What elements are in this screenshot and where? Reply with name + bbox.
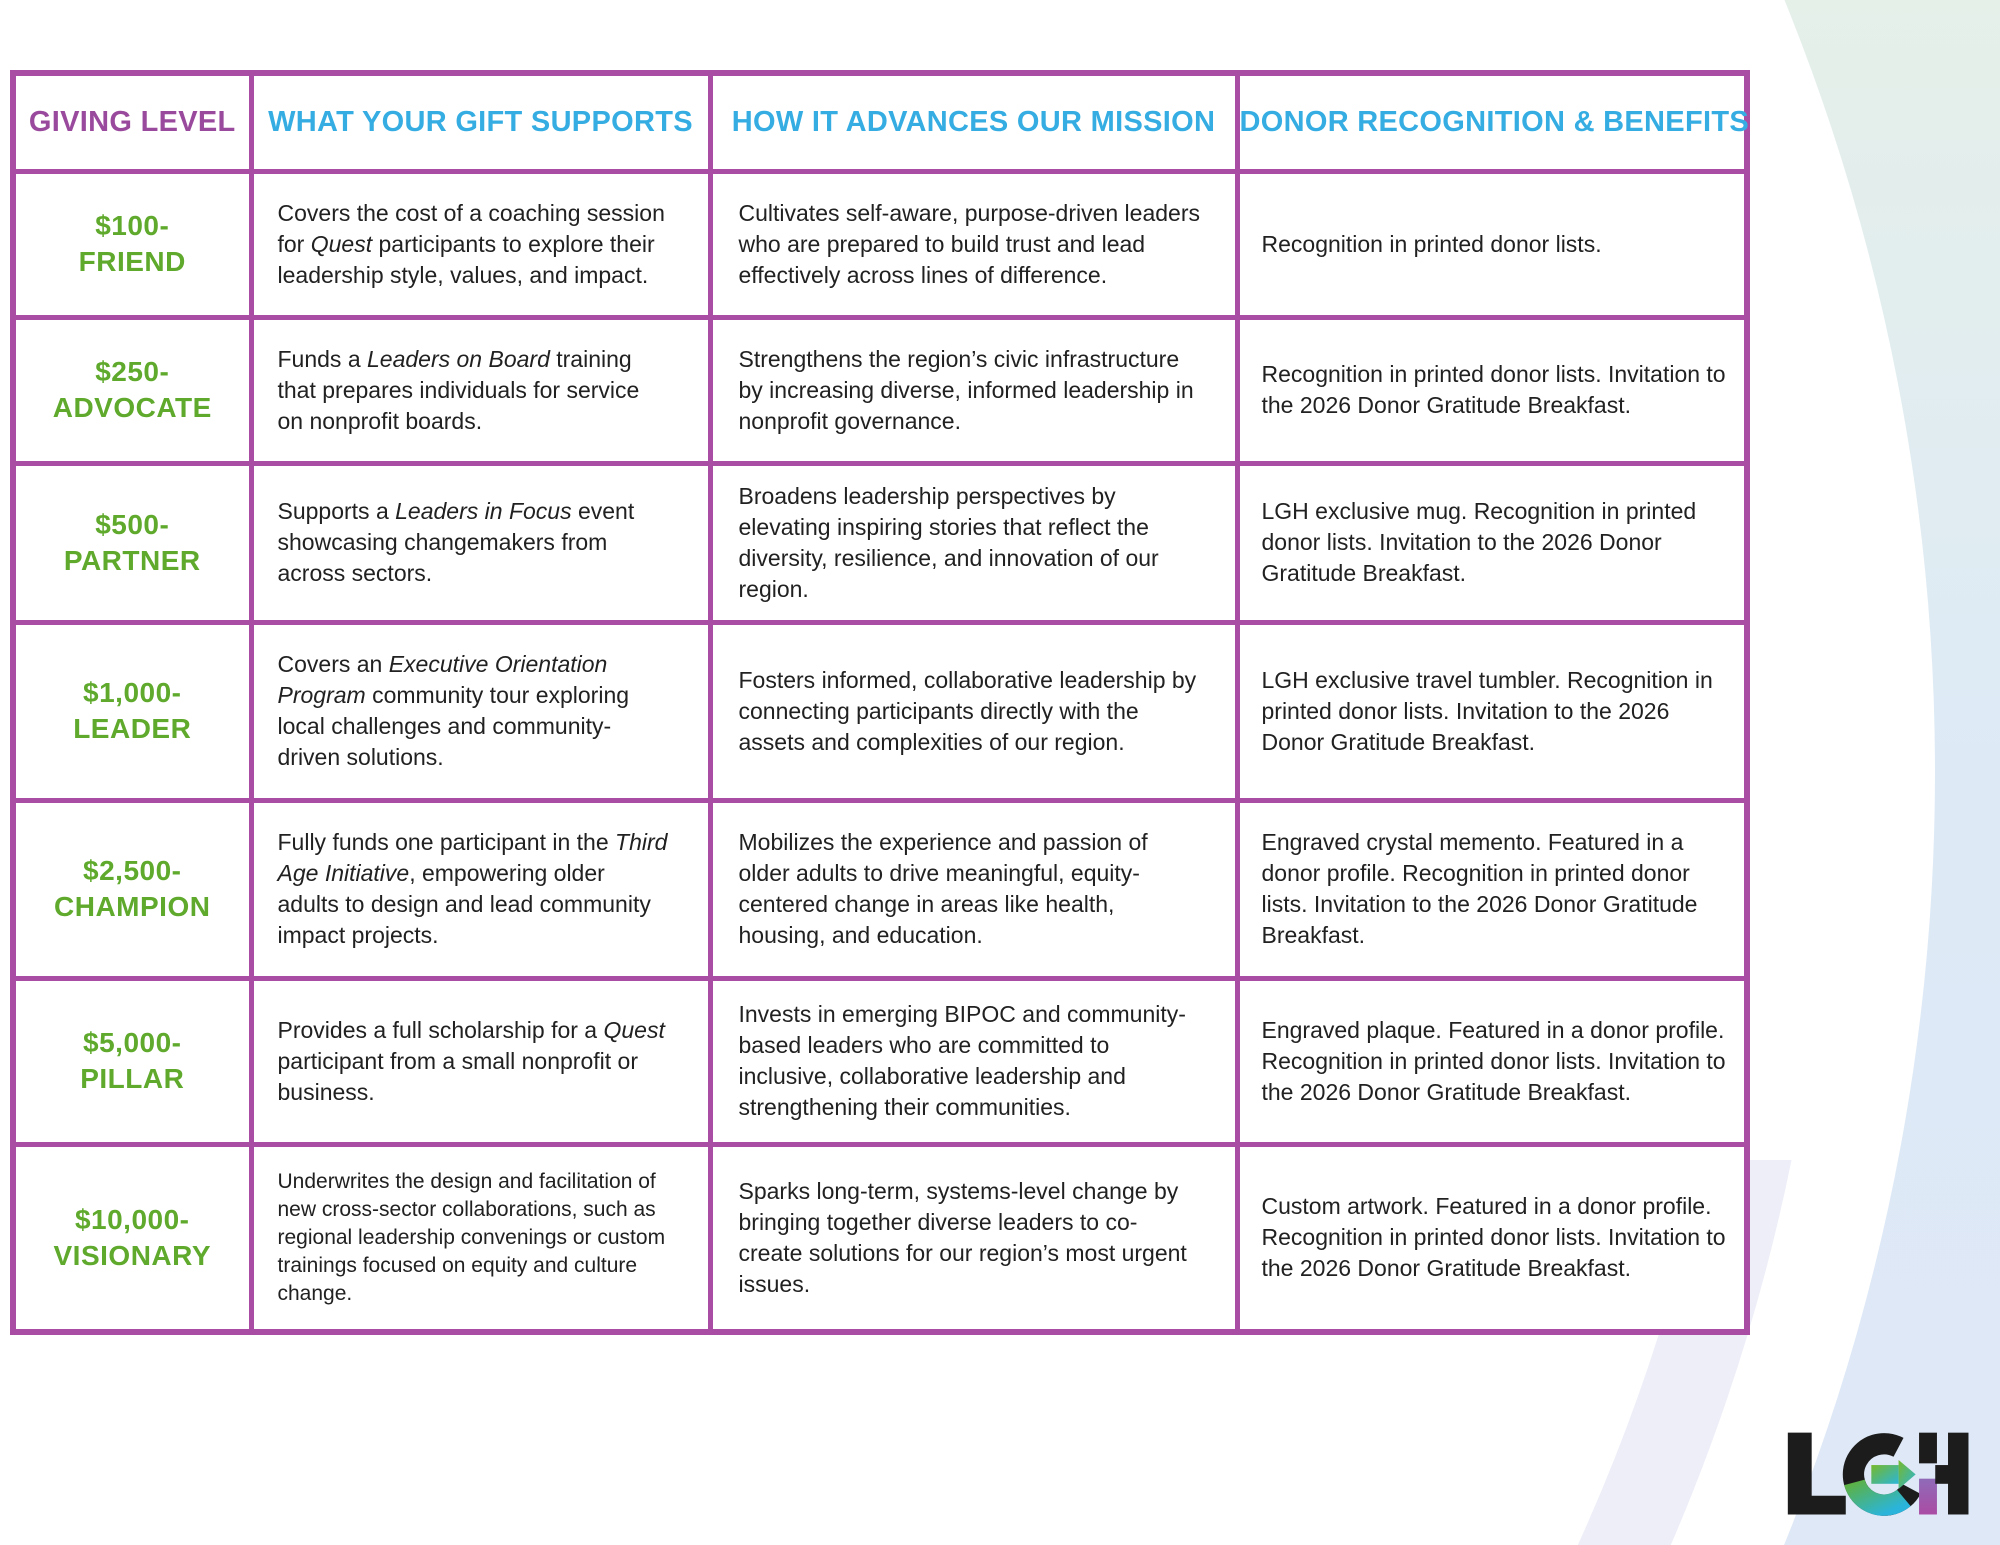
table-body (13, 171, 1747, 1332)
supports-text: event showcasing changemakers from across sectors. (277, 498, 635, 586)
mission-cell: Sparks long-term, systems-level change by bringing together diverse leaders to co-create solutions for our region’s most urgent issues. (710, 1144, 1237, 1332)
program-name: Leaders on Board (367, 345, 550, 372)
giving-levels-table (10, 70, 1750, 1335)
giving-level-cell (13, 171, 251, 317)
benefits-cell: LGH exclusive mug. Recognition in printed donor lists. Invitation to the 2026 Donor Gratitude Breakfast. (1237, 463, 1747, 622)
program-name: Leaders in Focus (395, 498, 572, 524)
level-amount: $1,000- (83, 677, 182, 708)
header-row (13, 73, 1747, 171)
supports-text: participants to explore their leadership style, values, and impact. (277, 230, 655, 288)
column-header: DONOR RECOGNITION & BENEFITS (1237, 73, 1747, 171)
level-name: FRIEND (78, 246, 186, 277)
mission-cell: Mobilizes the experience and passion of older adults to drive meaningful, equity-centered change in areas like health, housing, and education. (710, 800, 1237, 978)
gift-supports-cell (251, 978, 710, 1144)
gift-supports-cell (251, 622, 710, 800)
benefits-cell: Recognition in printed donor lists. (1237, 171, 1747, 317)
gift-supports-cell (251, 800, 710, 978)
supports-text: Provides a full scholarship for a (277, 1016, 604, 1043)
level-amount: $100- (95, 210, 170, 241)
supports-text: Fully funds one participant in the (277, 829, 616, 855)
logo-letter-l (1788, 1433, 1846, 1515)
table-row (13, 622, 1747, 800)
giving-level-cell (13, 622, 251, 800)
benefits-cell: Recognition in printed donor lists. Invitation to the 2026 Donor Gratitude Breakfast. (1237, 317, 1747, 463)
level-name: VISIONARY (53, 1239, 211, 1271)
supports-text: training that prepares individuals for service on nonprofit boards. (277, 345, 640, 434)
giving-level-cell (13, 800, 251, 978)
level-amount: $2,500- (83, 855, 182, 886)
table-row (13, 317, 1747, 463)
table-row (13, 463, 1747, 622)
table-row (13, 978, 1747, 1144)
logo-arrow-body (1871, 1465, 1898, 1484)
benefits-cell: Engraved plaque. Featured in a donor profile. Recognition in printed donor lists. Invitation to the 2026 Donor Gratitude Breakfast. (1237, 978, 1747, 1144)
mission-cell: Broadens leadership perspectives by elevating inspiring stories that reflect the diversity, resilience, and innovation of our region. (710, 463, 1237, 622)
mission-cell: Fosters informed, collaborative leadership by connecting participants directly with the assets and complexities of our region. (710, 622, 1237, 800)
mission-cell: Cultivates self-aware, purpose-driven leaders who are prepared to build trust and lead effectively across lines of difference. (710, 171, 1237, 317)
benefits-cell: Custom artwork. Featured in a donor profile. Recognition in printed donor lists. Invitation to the 2026 Donor Gratitude Breakfast. (1237, 1144, 1747, 1332)
program-name: Executive Orientation Program (277, 651, 608, 708)
benefits-cell: Engraved crystal memento. Featured in a donor profile. Recognition in printed donor lists. Invitation to the 2026 Donor Gratitude Breakfast. (1237, 800, 1747, 978)
supports-text: participant from a small nonprofit or business. (277, 1047, 638, 1105)
column-header: HOW IT ADVANCES OUR MISSION (710, 73, 1237, 171)
column-header: WHAT YOUR GIFT SUPPORTS (251, 73, 710, 171)
program-name: Quest (603, 1016, 665, 1043)
level-name: CHAMPION (54, 891, 211, 922)
supports-text: community tour exploring local challenges and community-driven solutions. (277, 682, 630, 770)
logo-h-crossbar (1935, 1465, 1949, 1484)
supports-text: Supports a (277, 498, 396, 524)
gift-supports-cell (251, 171, 710, 317)
giving-level-cell (13, 463, 251, 622)
supports-text: Funds a (277, 345, 367, 372)
level-amount: $10,000- (74, 1203, 190, 1235)
level-name: LEADER (73, 713, 192, 744)
giving-level-cell (13, 978, 251, 1144)
gift-supports-cell (251, 317, 710, 463)
level-name: PILLAR (80, 1063, 185, 1094)
gift-supports-cell (251, 463, 710, 622)
program-name: Third Age Initiative (277, 829, 668, 886)
benefits-cell: LGH exclusive travel tumbler. Recognition in printed donor lists. Invitation to the 2026 Donor Gratitude Breakfast. (1237, 622, 1747, 800)
supports-text: Covers an (277, 651, 389, 677)
giving-level-cell (13, 1144, 251, 1332)
supports-text: , empowering older adults to design and lead community impact projects. (277, 860, 651, 948)
lgh-logo (1781, 1428, 1977, 1520)
supports-text: Covers the cost of a coaching session for (277, 199, 665, 257)
table-row (13, 1144, 1747, 1332)
level-name: ADVOCATE (52, 392, 212, 423)
logo-g-swoosh (1854, 1482, 1903, 1505)
level-name: PARTNER (63, 544, 201, 576)
gift-supports-cell (251, 1144, 710, 1332)
mission-cell: Strengthens the region’s civic infrastructure by increasing diverse, informed leadership in nonprofit governance. (710, 317, 1237, 463)
level-amount: $500- (95, 508, 170, 540)
level-amount: $250- (95, 356, 170, 387)
table-row (13, 171, 1747, 317)
logo-h-left-top (1919, 1433, 1937, 1464)
mission-cell: Invests in emerging BIPOC and community-based leaders who are committed to inclusive, collaborative leadership and strengthening their communities. (710, 978, 1237, 1144)
program-name: Quest (310, 230, 373, 257)
table-row (13, 800, 1747, 978)
logo-arrow-head (1899, 1460, 1916, 1489)
level-amount: $5,000- (83, 1027, 182, 1058)
column-header: GIVING LEVEL (13, 73, 251, 171)
logo-h-right (1948, 1433, 1968, 1515)
supports-text: Underwrites the design and facilitation of new cross-sector collaborations, such as regional leadership convenings or custom trainings focused on equity and culture change. (277, 1169, 666, 1305)
giving-level-cell (13, 317, 251, 463)
logo-h-left-bottom (1919, 1479, 1937, 1515)
